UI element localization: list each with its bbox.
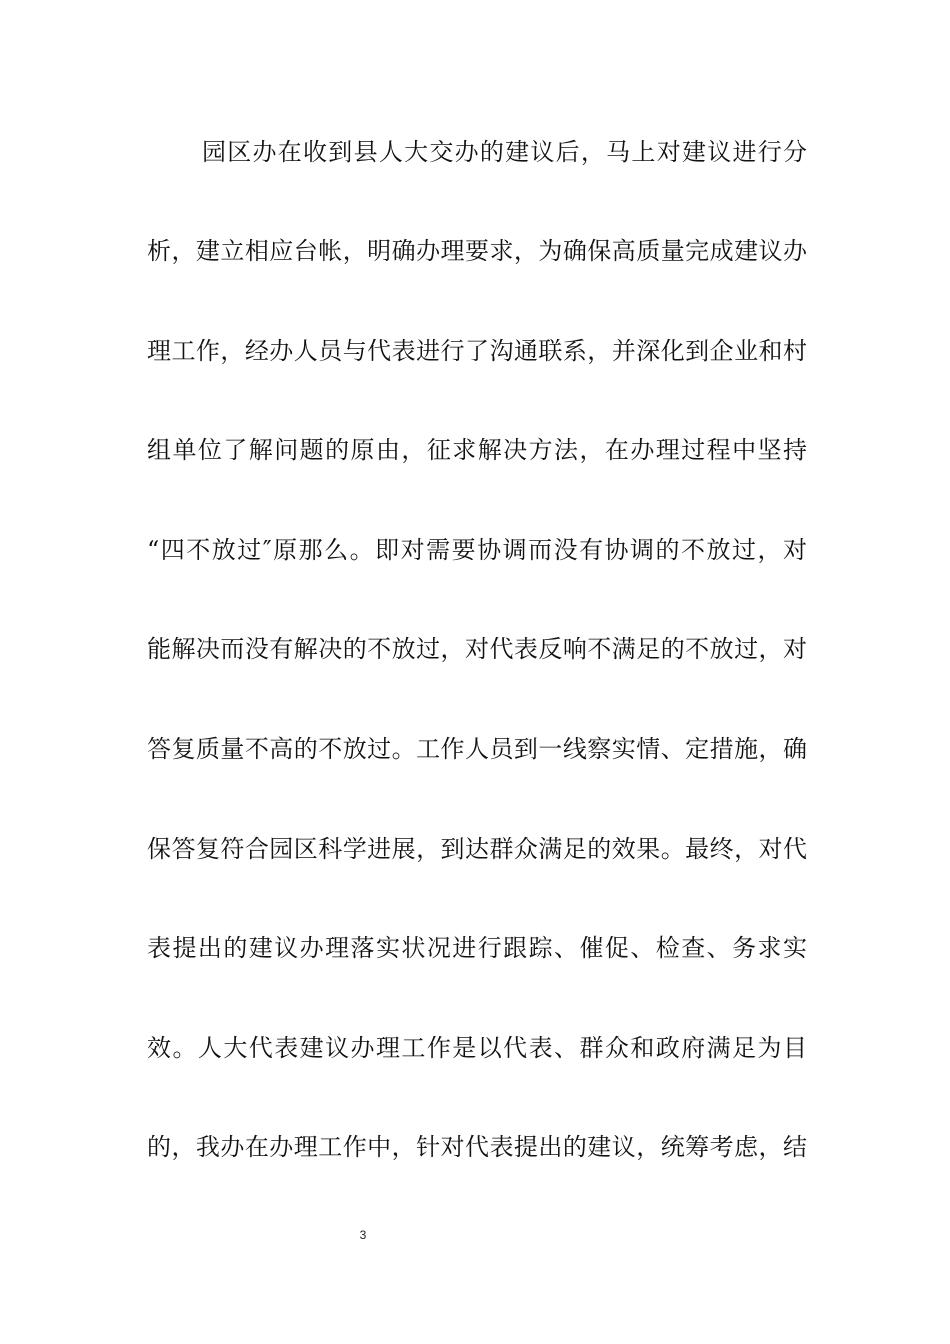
text-line: 组单位了解问题的原由，征求解决方法，在办理过程中坚持: [147, 436, 807, 464]
text-line: 答复质量不高的不放过。工作人员到一线察实情、定措施，确: [147, 735, 807, 763]
text-line: “四不放过″原那么。即对需要协调而没有协调的不放过，对: [147, 536, 807, 564]
text-line: 理工作，经办人员与代表进行了沟通联系，并深化到企业和村: [147, 337, 807, 365]
text-line: 析，建立相应台帐，明确办理要求，为确保高质量完成建议办: [147, 237, 807, 265]
text-line: 效。人大代表建议办理工作是以代表、群众和政府满足为目: [147, 1034, 807, 1062]
text-line: 保答复符合园区科学进展，到达群众满足的效果。最终，对代: [147, 835, 807, 863]
text-line: 能解决而没有解决的不放过，对代表反响不满足的不放过，对: [147, 635, 807, 663]
page-number: 3: [359, 1228, 367, 1242]
text-line: 表提出的建议办理落实状况进行跟踪、催促、检查、务求实: [147, 934, 807, 962]
text-line: 的，我办在办理工作中，针对代表提出的建议，统筹考虑，结: [147, 1133, 807, 1161]
text-line: 园区办在收到县人大交办的建议后，马上对建议进行分: [202, 138, 807, 166]
